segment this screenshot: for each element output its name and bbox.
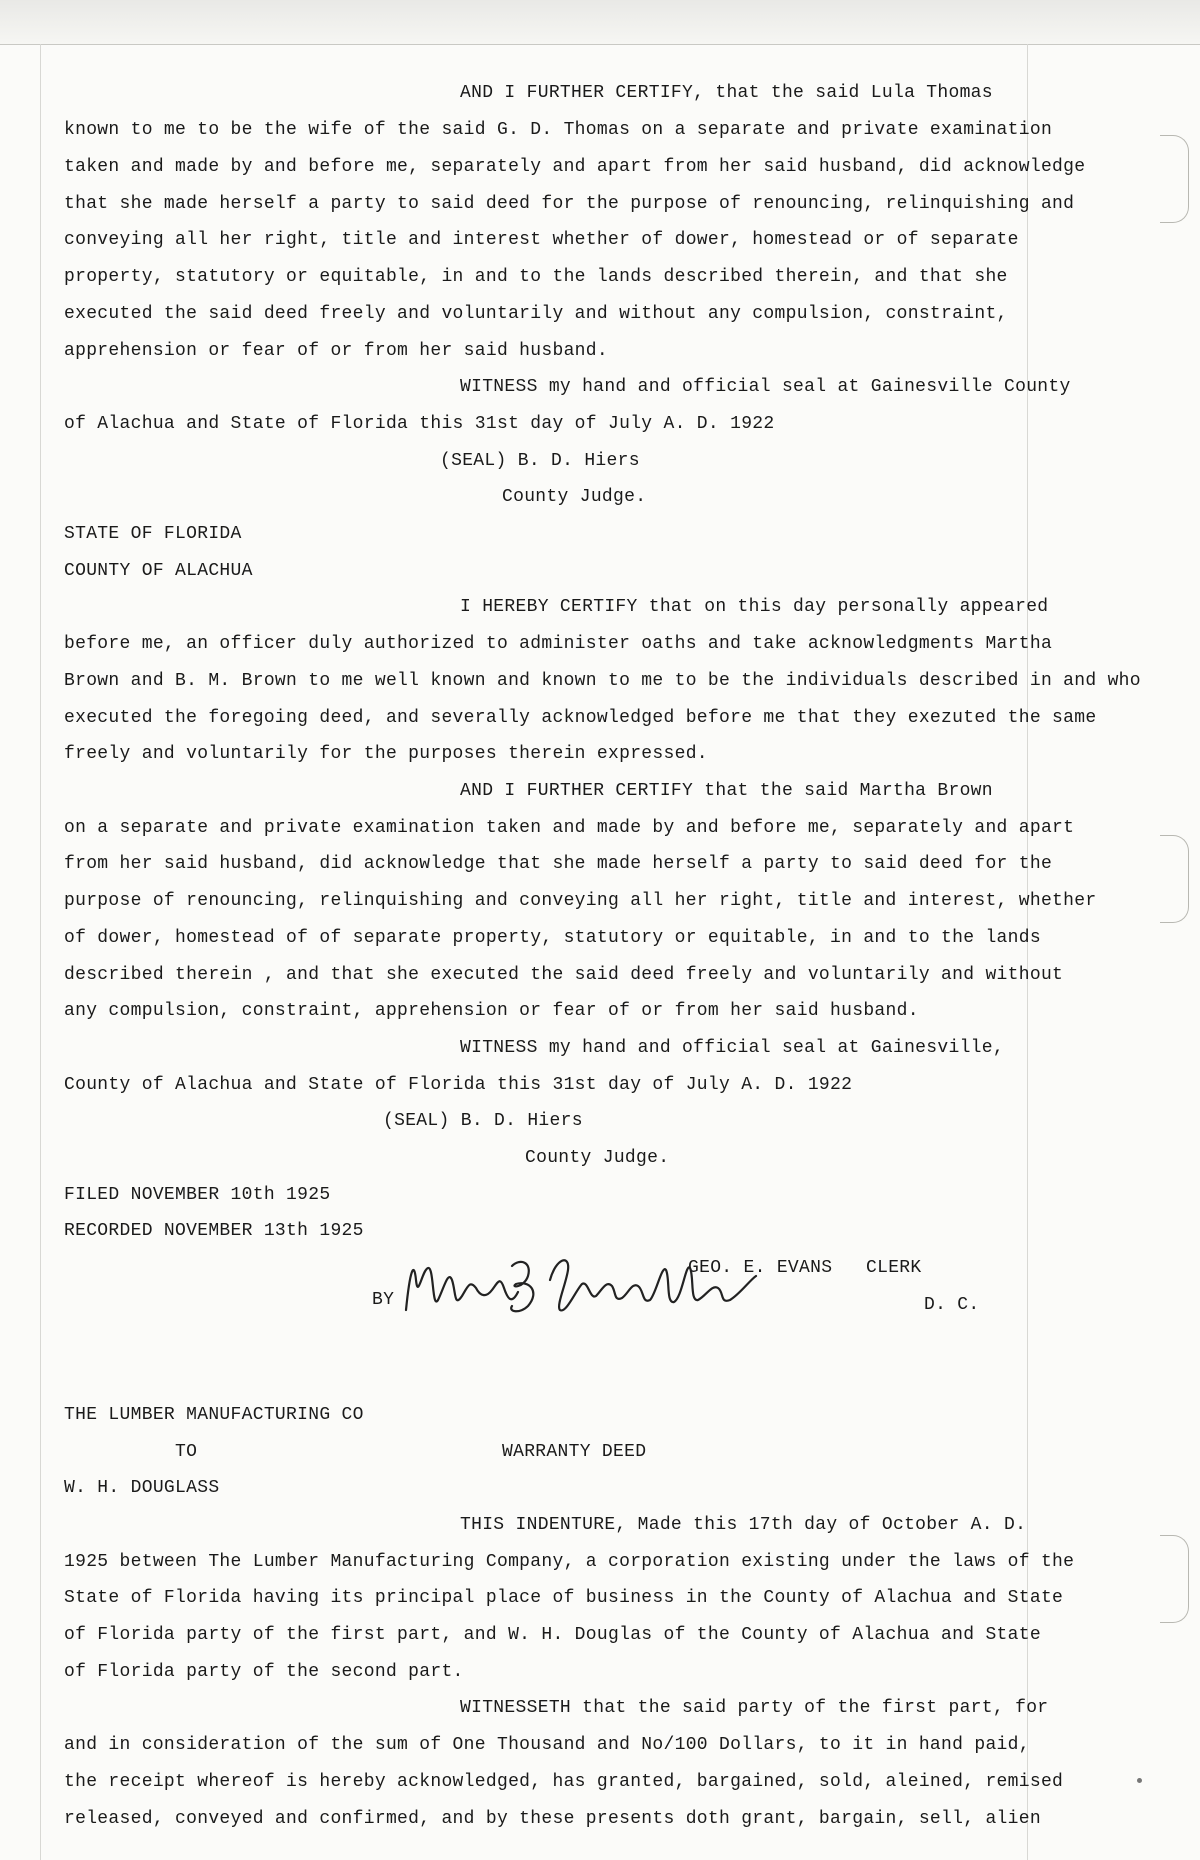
text-line: executed the said deed freely and voluntarily and without any compulsion, constraint,: [64, 304, 1008, 324]
recorded-date: RECORDED NOVEMBER 13th 1925: [64, 1221, 364, 1241]
text-line: State of Florida having its principal place of business in the County of Alachua and State: [64, 1588, 1064, 1608]
seal-line: (SEAL) B. D. Hiers: [440, 451, 640, 471]
judge-title: County Judge.: [525, 1148, 670, 1168]
text-line: described therein , and that she executed the said deed freely and voluntarily and without: [64, 965, 1064, 985]
clerk-title: CLERK: [866, 1258, 922, 1278]
clerk-name: GEO. E. EVANS: [688, 1258, 833, 1278]
text-line: of Florida party of the first part, and W. H. Douglas of the County of Alachua and State: [64, 1625, 1041, 1645]
by-label: BY: [372, 1290, 395, 1310]
binder-hole-mark: [1160, 835, 1189, 923]
grantor-name: THE LUMBER MANUFACTURING CO: [64, 1405, 364, 1425]
scan-speck: [1137, 1778, 1142, 1783]
left-margin-rule: [40, 44, 41, 1860]
deputy-clerk-signature: [400, 1240, 770, 1330]
binder-hole-mark: [1160, 1535, 1189, 1623]
text-line: from her said husband, did acknowledge that she made herself a party to said deed for the: [64, 854, 1053, 874]
dc-label: D. C.: [924, 1295, 980, 1315]
text-line: THIS INDENTURE, Made this 17th day of October A. D.: [460, 1515, 1027, 1535]
text-line: apprehension or fear of or from her said husband.: [64, 341, 608, 361]
text-line: property, statutory or equitable, in and to the lands described therein, and that she: [64, 267, 1008, 287]
text-line: executed the foregoing deed, and severally acknowledged before me that they exezuted the same: [64, 708, 1097, 728]
text-line: known to me to be the wife of the said G. D. Thomas on a separate and private examination: [64, 120, 1053, 140]
seal-line: (SEAL) B. D. Hiers: [383, 1111, 583, 1131]
text-line: and in consideration of the sum of One Thousand and No/100 Dollars, to it in hand paid,: [64, 1735, 1030, 1755]
text-line: AND I FURTHER CERTIFY that the said Martha Brown: [460, 781, 993, 801]
deed-type: WARRANTY DEED: [502, 1442, 647, 1462]
text-line: any compulsion, constraint, apprehension or fear of or from her said husband.: [64, 1001, 919, 1021]
text-line: WITNESSETH that the said party of the first part, for: [460, 1698, 1049, 1718]
text-line: before me, an officer duly authorized to administer oaths and take acknowledgments Martha: [64, 634, 1053, 654]
text-line: that she made herself a party to said deed for the purpose of renouncing, relinquishing and: [64, 194, 1075, 214]
to-label: TO: [175, 1442, 198, 1462]
text-line: of dower, homestead of of separate property, statutory or equitable, in and to the lands: [64, 928, 1041, 948]
text-line: Brown and B. M. Brown to me well known and known to me to be the individuals described in and who: [64, 671, 1141, 691]
state-heading: STATE OF FLORIDA: [64, 524, 242, 544]
text-line: taken and made by and before me, separately and apart from her said husband, did acknowledge: [64, 157, 1086, 177]
text-line: freely and voluntarily for the purposes therein expressed.: [64, 744, 708, 764]
text-line: on a separate and private examination taken and made by and before me, separately and apart: [64, 818, 1075, 838]
text-line: AND I FURTHER CERTIFY, that the said Lula Thomas: [460, 83, 993, 103]
text-line: purpose of renouncing, relinquishing and conveying all her right, title and interest, whether: [64, 891, 1097, 911]
text-line: of Florida party of the second part.: [64, 1662, 464, 1682]
judge-title: County Judge.: [502, 487, 647, 507]
text-line: the receipt whereof is hereby acknowledged, has granted, bargained, sold, aleined, remised: [64, 1772, 1064, 1792]
text-line: County of Alachua and State of Florida this 31st day of July A. D. 1922: [64, 1075, 853, 1095]
text-line: WITNESS my hand and official seal at Gainesville County: [460, 377, 1071, 397]
text-line: 1925 between The Lumber Manufacturing Company, a corporation existing under the laws of the: [64, 1552, 1075, 1572]
text-line: WITNESS my hand and official seal at Gainesville,: [460, 1038, 1004, 1058]
binder-hole-mark: [1160, 135, 1189, 223]
grantee-name: W. H. DOUGLASS: [64, 1478, 220, 1498]
scan-top-edge: [0, 0, 1200, 45]
filed-date: FILED NOVEMBER 10th 1925: [64, 1185, 331, 1205]
county-heading: COUNTY OF ALACHUA: [64, 561, 253, 581]
text-line: released, conveyed and confirmed, and by these presents doth grant, bargain, sell, alien: [64, 1809, 1041, 1829]
text-line: I HEREBY CERTIFY that on this day personally appeared: [460, 597, 1049, 617]
text-line: of Alachua and State of Florida this 31st day of July A. D. 1922: [64, 414, 775, 434]
text-line: conveying all her right, title and interest whether of dower, homestead or of separate: [64, 230, 1019, 250]
